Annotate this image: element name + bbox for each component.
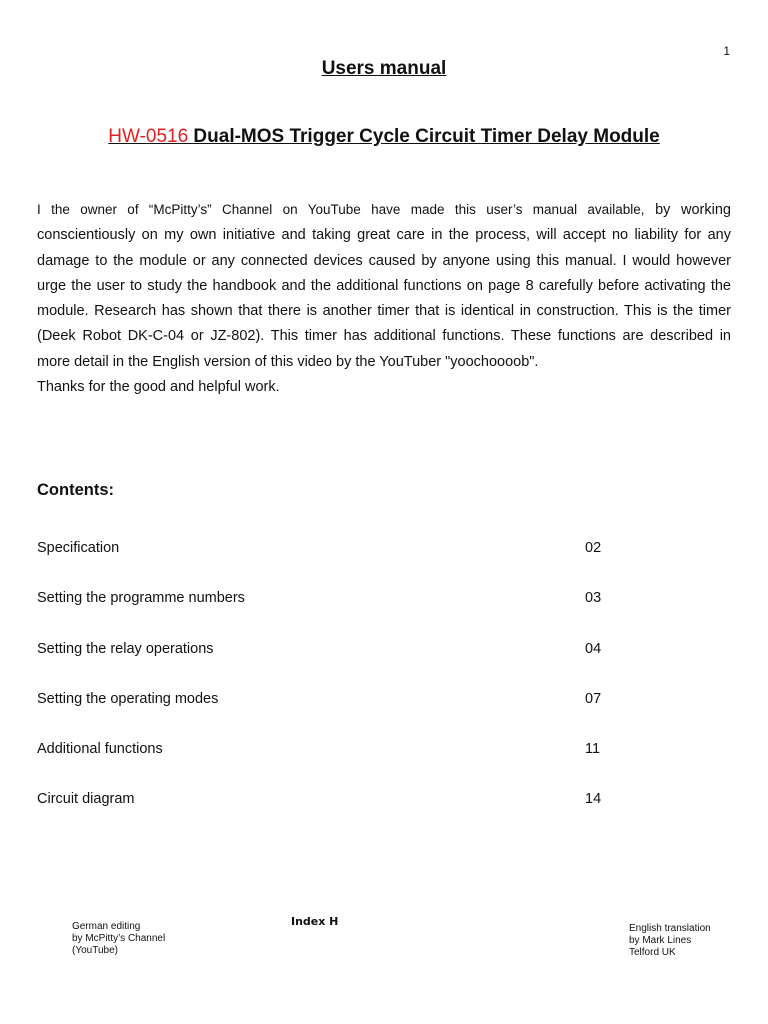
- toc-item: [37, 540, 637, 590]
- contents-heading: Contents:: [37, 481, 114, 499]
- module-title: [0, 126, 768, 148]
- page-number: 1: [723, 44, 730, 58]
- intro-section: [37, 197, 731, 400]
- footer-right-line: Telford UK: [629, 947, 676, 958]
- toc-item-label: Circuit diagram: [37, 791, 135, 808]
- footer-english-translation: [629, 923, 711, 959]
- document-title: Users manual: [321, 58, 447, 79]
- toc-item-page: 07: [585, 690, 602, 707]
- intro-thanks: Thanks for the good and helpful work.: [37, 379, 280, 396]
- toc-item-page: 14: [585, 791, 602, 808]
- intro-paragraph: [37, 197, 731, 375]
- toc-item-label: Specification: [37, 540, 120, 556]
- module-code: HW-0516: [108, 126, 194, 147]
- toc-item: [37, 641, 637, 691]
- toc-item-label: Additional functions: [37, 741, 163, 758]
- toc-item-label: Setting the programme numbers: [37, 590, 245, 607]
- toc-item-label: Setting the relay operations: [37, 640, 214, 657]
- footer-left-line: by McPitty’s Channel: [72, 933, 166, 944]
- footer-index: Index H: [291, 915, 339, 928]
- footer-right-line: by Mark Lines: [629, 935, 692, 946]
- toc-item: [37, 590, 637, 640]
- toc-item-label: Setting the operating modes: [37, 690, 219, 707]
- toc-item: [37, 741, 637, 791]
- toc-item-page: 03: [585, 590, 602, 607]
- module-name: Dual-MOS Trigger Cycle Circuit Timer Delay Module: [193, 126, 660, 147]
- footer-left-line: German editing: [72, 921, 141, 932]
- toc-item: [37, 791, 637, 841]
- toc-item: [37, 691, 637, 741]
- intro-body: by working conscientiously on my own initiative and taking great care in the process, will accept no liability for any damage to the module or any connected devices caused by anyone using this manual. I would however urge the user to study the handbook and the additional functions on page 8 carefully before activating the module. Research has shown that there is another timer that is identical in construction. This is the timer (Deek Robot DK-C-04 or JZ-802). This timer has additional functions. These functions are described in more detail in the English version of this video by the YouTuber "yoochoooob".: [37, 202, 731, 370]
- table-of-contents: [37, 540, 637, 842]
- toc-item-page: 02: [585, 540, 602, 556]
- toc-item-page: 04: [585, 640, 602, 657]
- footer-left-line: (YouTube): [72, 945, 118, 956]
- intro-lead: I the owner of “McPitty’s” Channel on YouTube have made this user’s manual available,: [37, 202, 645, 217]
- footer-right-line: English translation: [629, 923, 711, 934]
- toc-item-page: 11: [585, 741, 601, 758]
- footer-german-editing: [72, 921, 165, 957]
